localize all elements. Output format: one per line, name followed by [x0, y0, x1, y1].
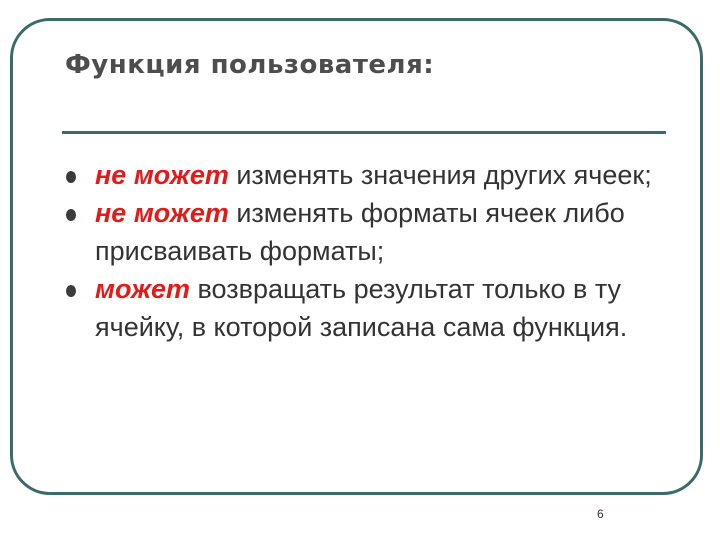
bullet-item — [66, 156, 666, 194]
bullet-emphasis: не может — [95, 160, 229, 190]
bullet-dot-icon — [66, 209, 76, 221]
bullet-emphasis: может — [95, 274, 191, 304]
bullet-dot-icon — [66, 285, 76, 297]
bullet-dot-icon — [66, 171, 76, 183]
bullet-text: изменять значения других ячеек; — [228, 160, 652, 190]
bullet-item — [66, 270, 666, 346]
bullet-item — [66, 194, 666, 270]
page-number: 6 — [597, 507, 604, 521]
title-divider — [62, 131, 666, 134]
slide-title: Функция пользователя: — [65, 50, 435, 80]
bullet-list — [66, 156, 666, 346]
bullet-emphasis: не может — [95, 198, 229, 228]
bullet-text: изменять форматы ячеек либо присваивать форматы; — [95, 198, 625, 266]
bullet-text: возвращать результат только в ту ячейку, в которой записана сама функция. — [95, 274, 628, 342]
